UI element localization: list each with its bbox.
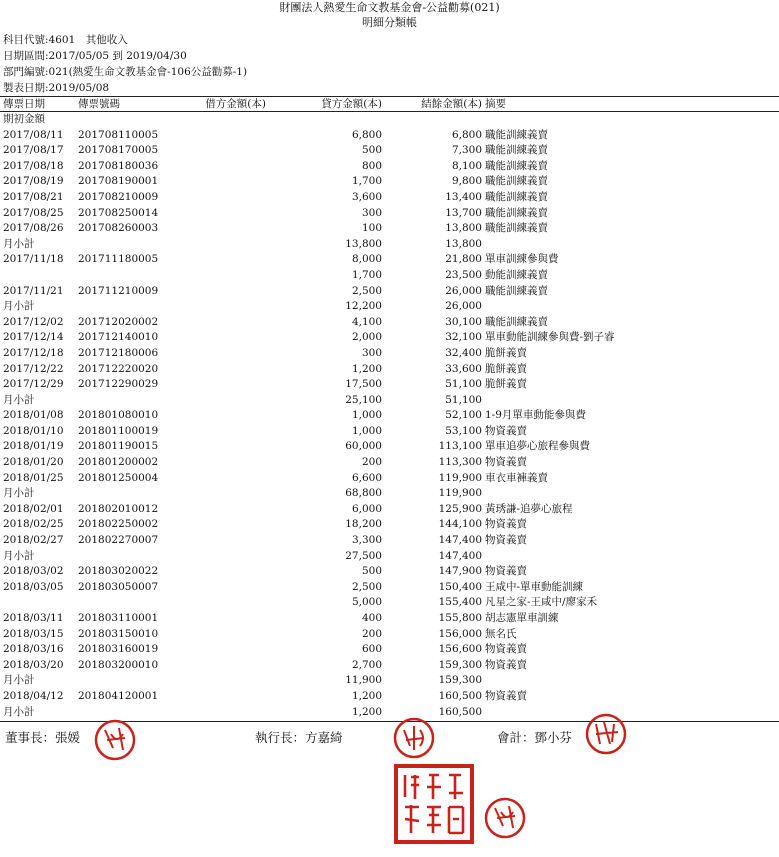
cell-voucher-number: 201712020002 bbox=[78, 315, 159, 328]
cell-date: 2017/12/22 bbox=[3, 362, 64, 375]
cell-credit: 6,000 bbox=[351, 502, 382, 515]
cell-voucher-number: 201708180036 bbox=[78, 159, 159, 172]
cell-voucher-number: 201804120001 bbox=[78, 689, 159, 702]
accountant-seal bbox=[584, 712, 628, 756]
cell-date: 2018/01/19 bbox=[3, 440, 64, 453]
cell-voucher-number: 201802010012 bbox=[78, 502, 159, 515]
chairman-seal bbox=[93, 718, 137, 762]
cell-memo: 物資義賣 bbox=[485, 534, 527, 547]
cell-balance: 32,100 bbox=[445, 331, 482, 344]
cell-balance: 23,500 bbox=[445, 268, 482, 281]
cell-balance: 147,400 bbox=[438, 534, 482, 547]
cell-memo: 無名氏 bbox=[485, 627, 517, 640]
cell-memo: 物資義賣 bbox=[485, 658, 527, 671]
cell-date: 月小計 bbox=[3, 237, 35, 250]
cell-balance: 33,600 bbox=[445, 362, 482, 375]
cell-credit: 500 bbox=[361, 144, 382, 157]
cell-date: 2018/03/20 bbox=[3, 658, 64, 671]
cell-credit: 600 bbox=[361, 643, 382, 656]
organization-seal bbox=[393, 763, 475, 845]
col-voucher-date: 傳票日期 bbox=[3, 98, 45, 110]
report-meta bbox=[0, 32, 779, 96]
table-row bbox=[0, 393, 779, 409]
cell-memo: 黃琇謙-追夢心旅程 bbox=[485, 502, 573, 515]
cell-date: 2017/12/02 bbox=[3, 315, 64, 328]
chairman-signature: 董事長：張媛 bbox=[5, 730, 81, 745]
cell-voucher-number: 201803020022 bbox=[78, 565, 159, 578]
table-row bbox=[0, 502, 779, 518]
table-row bbox=[0, 533, 779, 549]
table-row bbox=[0, 143, 779, 159]
cell-date: 2018/03/15 bbox=[3, 627, 64, 640]
cell-balance: 156,000 bbox=[438, 627, 482, 640]
cell-date: 2018/01/20 bbox=[3, 456, 64, 469]
cell-date: 2018/03/05 bbox=[3, 580, 64, 593]
cell-date: 期初金額 bbox=[3, 113, 45, 125]
cell-balance: 26,000 bbox=[445, 284, 482, 297]
cell-balance: 13,800 bbox=[445, 237, 482, 250]
cell-date: 2018/03/02 bbox=[3, 565, 64, 578]
cell-credit: 1,200 bbox=[351, 705, 382, 718]
cell-date: 月小計 bbox=[3, 705, 35, 718]
cell-balance: 13,400 bbox=[445, 190, 482, 203]
ledger-table bbox=[0, 112, 779, 720]
cell-memo: 凡星之家-王咸中/廖家禾 bbox=[485, 596, 598, 609]
cell-balance: 51,100 bbox=[445, 393, 482, 406]
cell-balance: 156,600 bbox=[438, 643, 482, 656]
cell-credit: 200 bbox=[361, 456, 382, 469]
cell-balance: 159,300 bbox=[438, 674, 482, 687]
cell-credit: 2,500 bbox=[351, 580, 382, 593]
cell-date: 2017/08/18 bbox=[3, 159, 64, 172]
table-row bbox=[0, 439, 779, 455]
cell-date: 2017/08/11 bbox=[3, 128, 64, 141]
table-row bbox=[0, 517, 779, 533]
cell-voucher-number: 201712290029 bbox=[78, 378, 159, 391]
cell-date: 2017/11/18 bbox=[3, 253, 64, 266]
cell-balance: 113,300 bbox=[438, 456, 482, 469]
cell-date: 2018/02/25 bbox=[3, 518, 64, 531]
cell-balance: 53,100 bbox=[445, 424, 482, 437]
cell-date: 2018/04/12 bbox=[3, 689, 64, 702]
cell-memo: 職能訓練義賣 bbox=[485, 175, 548, 188]
cell-voucher-number: 201708250014 bbox=[78, 206, 159, 219]
cell-balance: 26,000 bbox=[445, 300, 482, 313]
accountant-signature: 會計：鄧小芬 bbox=[497, 730, 573, 745]
table-row bbox=[0, 221, 779, 237]
col-memo: 摘要 bbox=[485, 98, 506, 110]
cell-credit: 8,000 bbox=[351, 253, 382, 266]
cell-memo: 單車追夢心旅程參與費 bbox=[485, 440, 590, 453]
table-row bbox=[0, 284, 779, 300]
cell-voucher-number: 201802270007 bbox=[78, 534, 159, 547]
cell-balance: 13,800 bbox=[445, 222, 482, 235]
cell-balance: 32,400 bbox=[445, 346, 482, 359]
table-row bbox=[0, 346, 779, 362]
cell-credit: 1,200 bbox=[351, 689, 382, 702]
date-range: 日期區間:2017/05/05 到 2019/04/30 bbox=[3, 50, 187, 62]
cell-balance: 119,900 bbox=[438, 471, 482, 484]
col-credit: 貸方金額(本) bbox=[321, 98, 382, 110]
cell-credit: 1,700 bbox=[351, 175, 382, 188]
table-row bbox=[0, 424, 779, 440]
cell-memo: 職能訓練義賣 bbox=[485, 190, 548, 203]
account-code: 科目代號:4601 其他收入 bbox=[3, 34, 128, 46]
cell-credit: 27,500 bbox=[345, 549, 382, 562]
cell-balance: 30,100 bbox=[445, 315, 482, 328]
cell-credit: 5,000 bbox=[351, 596, 382, 609]
cell-memo: 職能訓練義賣 bbox=[485, 222, 548, 235]
cell-voucher-number: 201801100019 bbox=[78, 424, 159, 437]
col-debit: 借方金額(本) bbox=[205, 98, 266, 110]
cell-memo: 職能訓練義賣 bbox=[485, 206, 548, 219]
cell-date: 2018/01/10 bbox=[3, 424, 64, 437]
table-row bbox=[0, 174, 779, 190]
cell-memo: 物資義賣 bbox=[485, 565, 527, 578]
table-row bbox=[0, 658, 779, 674]
cell-voucher-number: 201803200010 bbox=[78, 658, 159, 671]
cell-date: 2017/08/25 bbox=[3, 206, 64, 219]
cell-memo: 單車訓練參與費 bbox=[485, 253, 559, 266]
cell-balance: 125,900 bbox=[438, 502, 482, 515]
cell-credit: 3,300 bbox=[351, 534, 382, 547]
cell-voucher-number: 201708260003 bbox=[78, 222, 159, 235]
cell-date: 2017/12/18 bbox=[3, 346, 64, 359]
cell-credit: 4,100 bbox=[351, 315, 382, 328]
cell-memo: 單車動能訓練參與費-劉子睿 bbox=[485, 331, 615, 344]
col-voucher-number: 傳票號碼 bbox=[78, 98, 120, 110]
cell-credit: 3,600 bbox=[351, 190, 382, 203]
cell-memo: 脆餅義賣 bbox=[485, 378, 527, 391]
cell-date: 2018/03/11 bbox=[3, 612, 64, 624]
cell-date: 2018/03/16 bbox=[3, 643, 64, 656]
cell-credit: 400 bbox=[361, 612, 382, 624]
cell-credit: 11,900 bbox=[345, 674, 382, 687]
cell-credit: 200 bbox=[361, 627, 382, 640]
cell-credit: 1,700 bbox=[351, 268, 382, 281]
cell-credit: 17,500 bbox=[345, 378, 382, 391]
cell-credit: 6,600 bbox=[351, 471, 382, 484]
table-row bbox=[0, 377, 779, 393]
cell-memo: 車衣車褲義賣 bbox=[485, 471, 548, 484]
cell-voucher-number: 201712180006 bbox=[78, 346, 159, 359]
cell-balance: 7,300 bbox=[451, 144, 482, 157]
cell-credit: 13,800 bbox=[345, 237, 382, 250]
cell-credit: 2,500 bbox=[351, 284, 382, 297]
table-row bbox=[0, 471, 779, 487]
cell-date: 2017/08/21 bbox=[3, 190, 64, 203]
cell-balance: 144,100 bbox=[438, 518, 482, 531]
cell-credit: 18,200 bbox=[345, 518, 382, 531]
cell-date: 2018/02/27 bbox=[3, 534, 64, 547]
cell-voucher-number: 201708110005 bbox=[78, 128, 159, 141]
cell-memo: 1-9月單車動能參與費 bbox=[485, 409, 586, 422]
table-row bbox=[0, 268, 779, 284]
cell-credit: 2,000 bbox=[351, 331, 382, 344]
cell-date: 2017/08/17 bbox=[3, 144, 64, 157]
cell-credit: 6,800 bbox=[351, 128, 382, 141]
cell-voucher-number: 201801250004 bbox=[78, 471, 159, 484]
cell-voucher-number: 201801200002 bbox=[78, 456, 159, 469]
cell-credit: 25,100 bbox=[345, 393, 382, 406]
cell-voucher-number: 201803110001 bbox=[78, 612, 159, 624]
cell-balance: 150,400 bbox=[438, 580, 482, 593]
table-row bbox=[0, 330, 779, 346]
cell-memo: 物資義賣 bbox=[485, 689, 527, 702]
table-row bbox=[0, 237, 779, 253]
table-row bbox=[0, 595, 779, 611]
cell-voucher-number: 201712220020 bbox=[78, 362, 159, 375]
cell-voucher-number: 201708190001 bbox=[78, 175, 159, 188]
table-row bbox=[0, 455, 779, 471]
cell-date: 2017/12/14 bbox=[3, 331, 64, 344]
department-code: 部門編號:021(熱愛生命文教基金會-106公益勸募-1) bbox=[3, 66, 248, 78]
cell-balance: 8,100 bbox=[451, 159, 482, 172]
table-row bbox=[0, 611, 779, 627]
cell-credit: 800 bbox=[361, 159, 382, 172]
cell-balance: 155,400 bbox=[438, 596, 482, 609]
table-row bbox=[0, 408, 779, 424]
table-row bbox=[0, 315, 779, 331]
cell-credit: 100 bbox=[361, 222, 382, 235]
col-balance: 結餘金額(本) bbox=[421, 98, 482, 110]
cell-credit: 2,700 bbox=[351, 658, 382, 671]
table-row bbox=[0, 159, 779, 175]
cell-date: 2017/11/21 bbox=[3, 284, 64, 297]
cell-balance: 119,900 bbox=[438, 487, 482, 500]
cell-memo: 職能訓練義賣 bbox=[485, 128, 548, 141]
table-row bbox=[0, 642, 779, 658]
ceo-signature: 執行長：方嘉綺 bbox=[255, 730, 343, 745]
table-row bbox=[0, 486, 779, 502]
table-row bbox=[0, 564, 779, 580]
cell-credit: 68,800 bbox=[345, 487, 382, 500]
cell-voucher-number: 201803150010 bbox=[78, 627, 159, 640]
cell-balance: 113,100 bbox=[438, 440, 482, 453]
table-row bbox=[0, 580, 779, 596]
table-row bbox=[0, 549, 779, 565]
cell-date: 2017/12/29 bbox=[3, 378, 64, 391]
cell-balance: 51,100 bbox=[445, 378, 482, 391]
cell-date: 2018/02/01 bbox=[3, 502, 64, 515]
cell-date: 月小計 bbox=[3, 674, 35, 687]
print-date: 製表日期:2019/05/08 bbox=[3, 82, 110, 94]
cell-credit: 500 bbox=[361, 565, 382, 578]
cell-voucher-number: 201801080010 bbox=[78, 409, 159, 422]
cell-balance: 160,500 bbox=[438, 689, 482, 702]
cell-voucher-number: 201708210009 bbox=[78, 190, 159, 203]
table-row bbox=[0, 112, 779, 128]
cell-balance: 6,800 bbox=[451, 128, 482, 141]
cell-credit: 1,000 bbox=[351, 424, 382, 437]
cell-balance: 159,300 bbox=[438, 658, 482, 671]
cell-memo: 物資義賣 bbox=[485, 518, 527, 531]
cell-memo: 胡志憲單車訓練 bbox=[485, 612, 559, 624]
table-row bbox=[0, 673, 779, 689]
cell-credit: 12,200 bbox=[345, 300, 382, 313]
cell-balance: 147,400 bbox=[438, 549, 482, 562]
table-row bbox=[0, 206, 779, 222]
report-title: 財團法人熱愛生命文教基金會-公益勸募(021) bbox=[279, 1, 500, 14]
cell-memo: 脆餅義賣 bbox=[485, 362, 527, 375]
cell-balance: 155,800 bbox=[438, 612, 482, 624]
cell-credit: 1,200 bbox=[351, 362, 382, 375]
cell-balance: 21,800 bbox=[445, 253, 482, 266]
small-seal bbox=[483, 796, 527, 840]
cell-memo: 物資義賣 bbox=[485, 456, 527, 469]
cell-credit: 300 bbox=[361, 206, 382, 219]
table-row bbox=[0, 128, 779, 144]
table-row bbox=[0, 190, 779, 206]
cell-voucher-number: 201801190015 bbox=[78, 440, 159, 453]
cell-date: 月小計 bbox=[3, 300, 35, 313]
cell-memo: 動能訓練義賣 bbox=[485, 268, 548, 281]
cell-credit: 300 bbox=[361, 346, 382, 359]
cell-memo: 脆餅義賣 bbox=[485, 346, 527, 359]
table-row bbox=[0, 299, 779, 315]
cell-date: 月小計 bbox=[3, 393, 35, 406]
cell-date: 2018/01/08 bbox=[3, 409, 64, 422]
cell-memo: 王咸中-單車動能訓練 bbox=[485, 580, 584, 593]
cell-memo: 職能訓練義賣 bbox=[485, 144, 548, 157]
cell-balance: 147,900 bbox=[438, 565, 482, 578]
cell-date: 月小計 bbox=[3, 549, 35, 562]
cell-voucher-number: 201803160019 bbox=[78, 643, 159, 656]
cell-voucher-number: 201711210009 bbox=[78, 284, 159, 297]
cell-voucher-number: 201712140010 bbox=[78, 331, 159, 344]
table-row bbox=[0, 252, 779, 268]
cell-credit: 60,000 bbox=[345, 440, 382, 453]
cell-memo: 職能訓練義賣 bbox=[485, 284, 548, 297]
cell-balance: 52,100 bbox=[445, 409, 482, 422]
report-subtitle: 明細分類帳 bbox=[362, 16, 417, 29]
table-row bbox=[0, 627, 779, 643]
cell-credit: 1,000 bbox=[351, 409, 382, 422]
cell-memo: 物資義賣 bbox=[485, 424, 527, 437]
cell-balance: 9,800 bbox=[451, 175, 482, 188]
cell-date: 2017/08/26 bbox=[3, 222, 64, 235]
cell-balance: 13,700 bbox=[445, 206, 482, 219]
cell-memo: 物資義賣 bbox=[485, 643, 527, 656]
cell-date: 2018/01/25 bbox=[3, 471, 64, 484]
table-row bbox=[0, 689, 779, 705]
cell-voucher-number: 201711180005 bbox=[78, 253, 159, 266]
cell-memo: 職能訓練義賣 bbox=[485, 159, 548, 172]
cell-voucher-number: 201802250002 bbox=[78, 518, 159, 531]
ceo-seal bbox=[392, 716, 436, 760]
table-row bbox=[0, 362, 779, 378]
cell-date: 2017/08/19 bbox=[3, 175, 64, 188]
cell-memo: 職能訓練義賣 bbox=[485, 315, 548, 328]
column-header-row bbox=[0, 96, 779, 112]
cell-date: 月小計 bbox=[3, 487, 35, 500]
cell-voucher-number: 201708170005 bbox=[78, 144, 159, 157]
cell-balance: 160,500 bbox=[438, 705, 482, 718]
report-header bbox=[0, 0, 779, 30]
cell-voucher-number: 201803050007 bbox=[78, 580, 159, 593]
